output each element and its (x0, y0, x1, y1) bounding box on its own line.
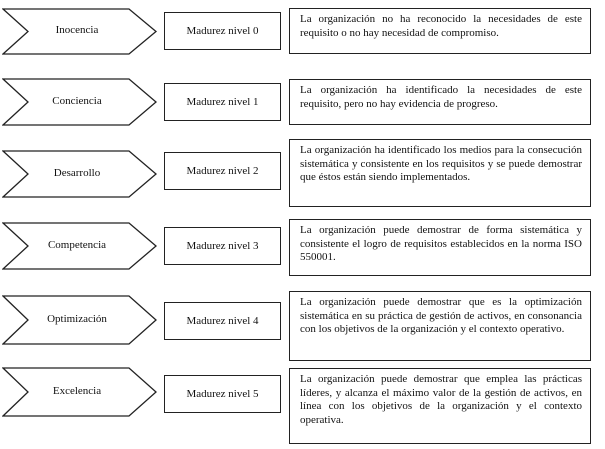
maturity-level-box: Madurez nivel 2 (164, 152, 281, 190)
level-description: La organización no ha reconocido la necesidades de este requisito o no hay necesidad de compromiso. (289, 8, 591, 54)
stage-label: Optimización (47, 313, 107, 325)
stage-chevron (2, 295, 158, 345)
maturity-level-box: Madurez nivel 0 (164, 12, 281, 50)
level-description: La organización puede demostrar que es la optimización sistemática en su práctica de gestión de activos, en consonancia con los objetivos de la organización y el contexto operativo. (289, 291, 591, 361)
stage-chevron (2, 150, 158, 198)
maturity-level-box: Madurez nivel 5 (164, 375, 281, 413)
stage-label: Competencia (47, 239, 107, 251)
stage-label: Inocencia (55, 24, 99, 36)
maturity-level-box: Madurez nivel 4 (164, 302, 281, 340)
level-description: La organización puede demostrar que emplea las prácticas líderes, y alcanza el máximo valor de la gestión de activos, en línea con los objetivos de la organización y el contexto operativa. (289, 368, 591, 444)
stage-label: Desarrollo (53, 167, 101, 179)
level-description: La organización ha identificado los medios para la consecución sistemática y consistente en los requisitos y se puede demostrar que éstos están siendo implementados. (289, 139, 591, 207)
level-description: La organización puede demostrar de forma sistemática y consistente el logro de requisitos establecidos en la norma ISO 550001. (289, 219, 591, 276)
maturity-level-box: Madurez nivel 3 (164, 227, 281, 265)
stage-chevron (2, 222, 158, 270)
level-description: La organización ha identificado la necesidades de este requisito, pero no hay evidencia de progreso. (289, 79, 591, 125)
stage-label: Excelencia (52, 385, 102, 397)
maturity-level-box: Madurez nivel 1 (164, 83, 281, 121)
stage-chevron (2, 78, 158, 126)
stage-chevron (2, 367, 158, 417)
stage-chevron (2, 8, 158, 55)
stage-label: Conciencia (52, 95, 102, 107)
